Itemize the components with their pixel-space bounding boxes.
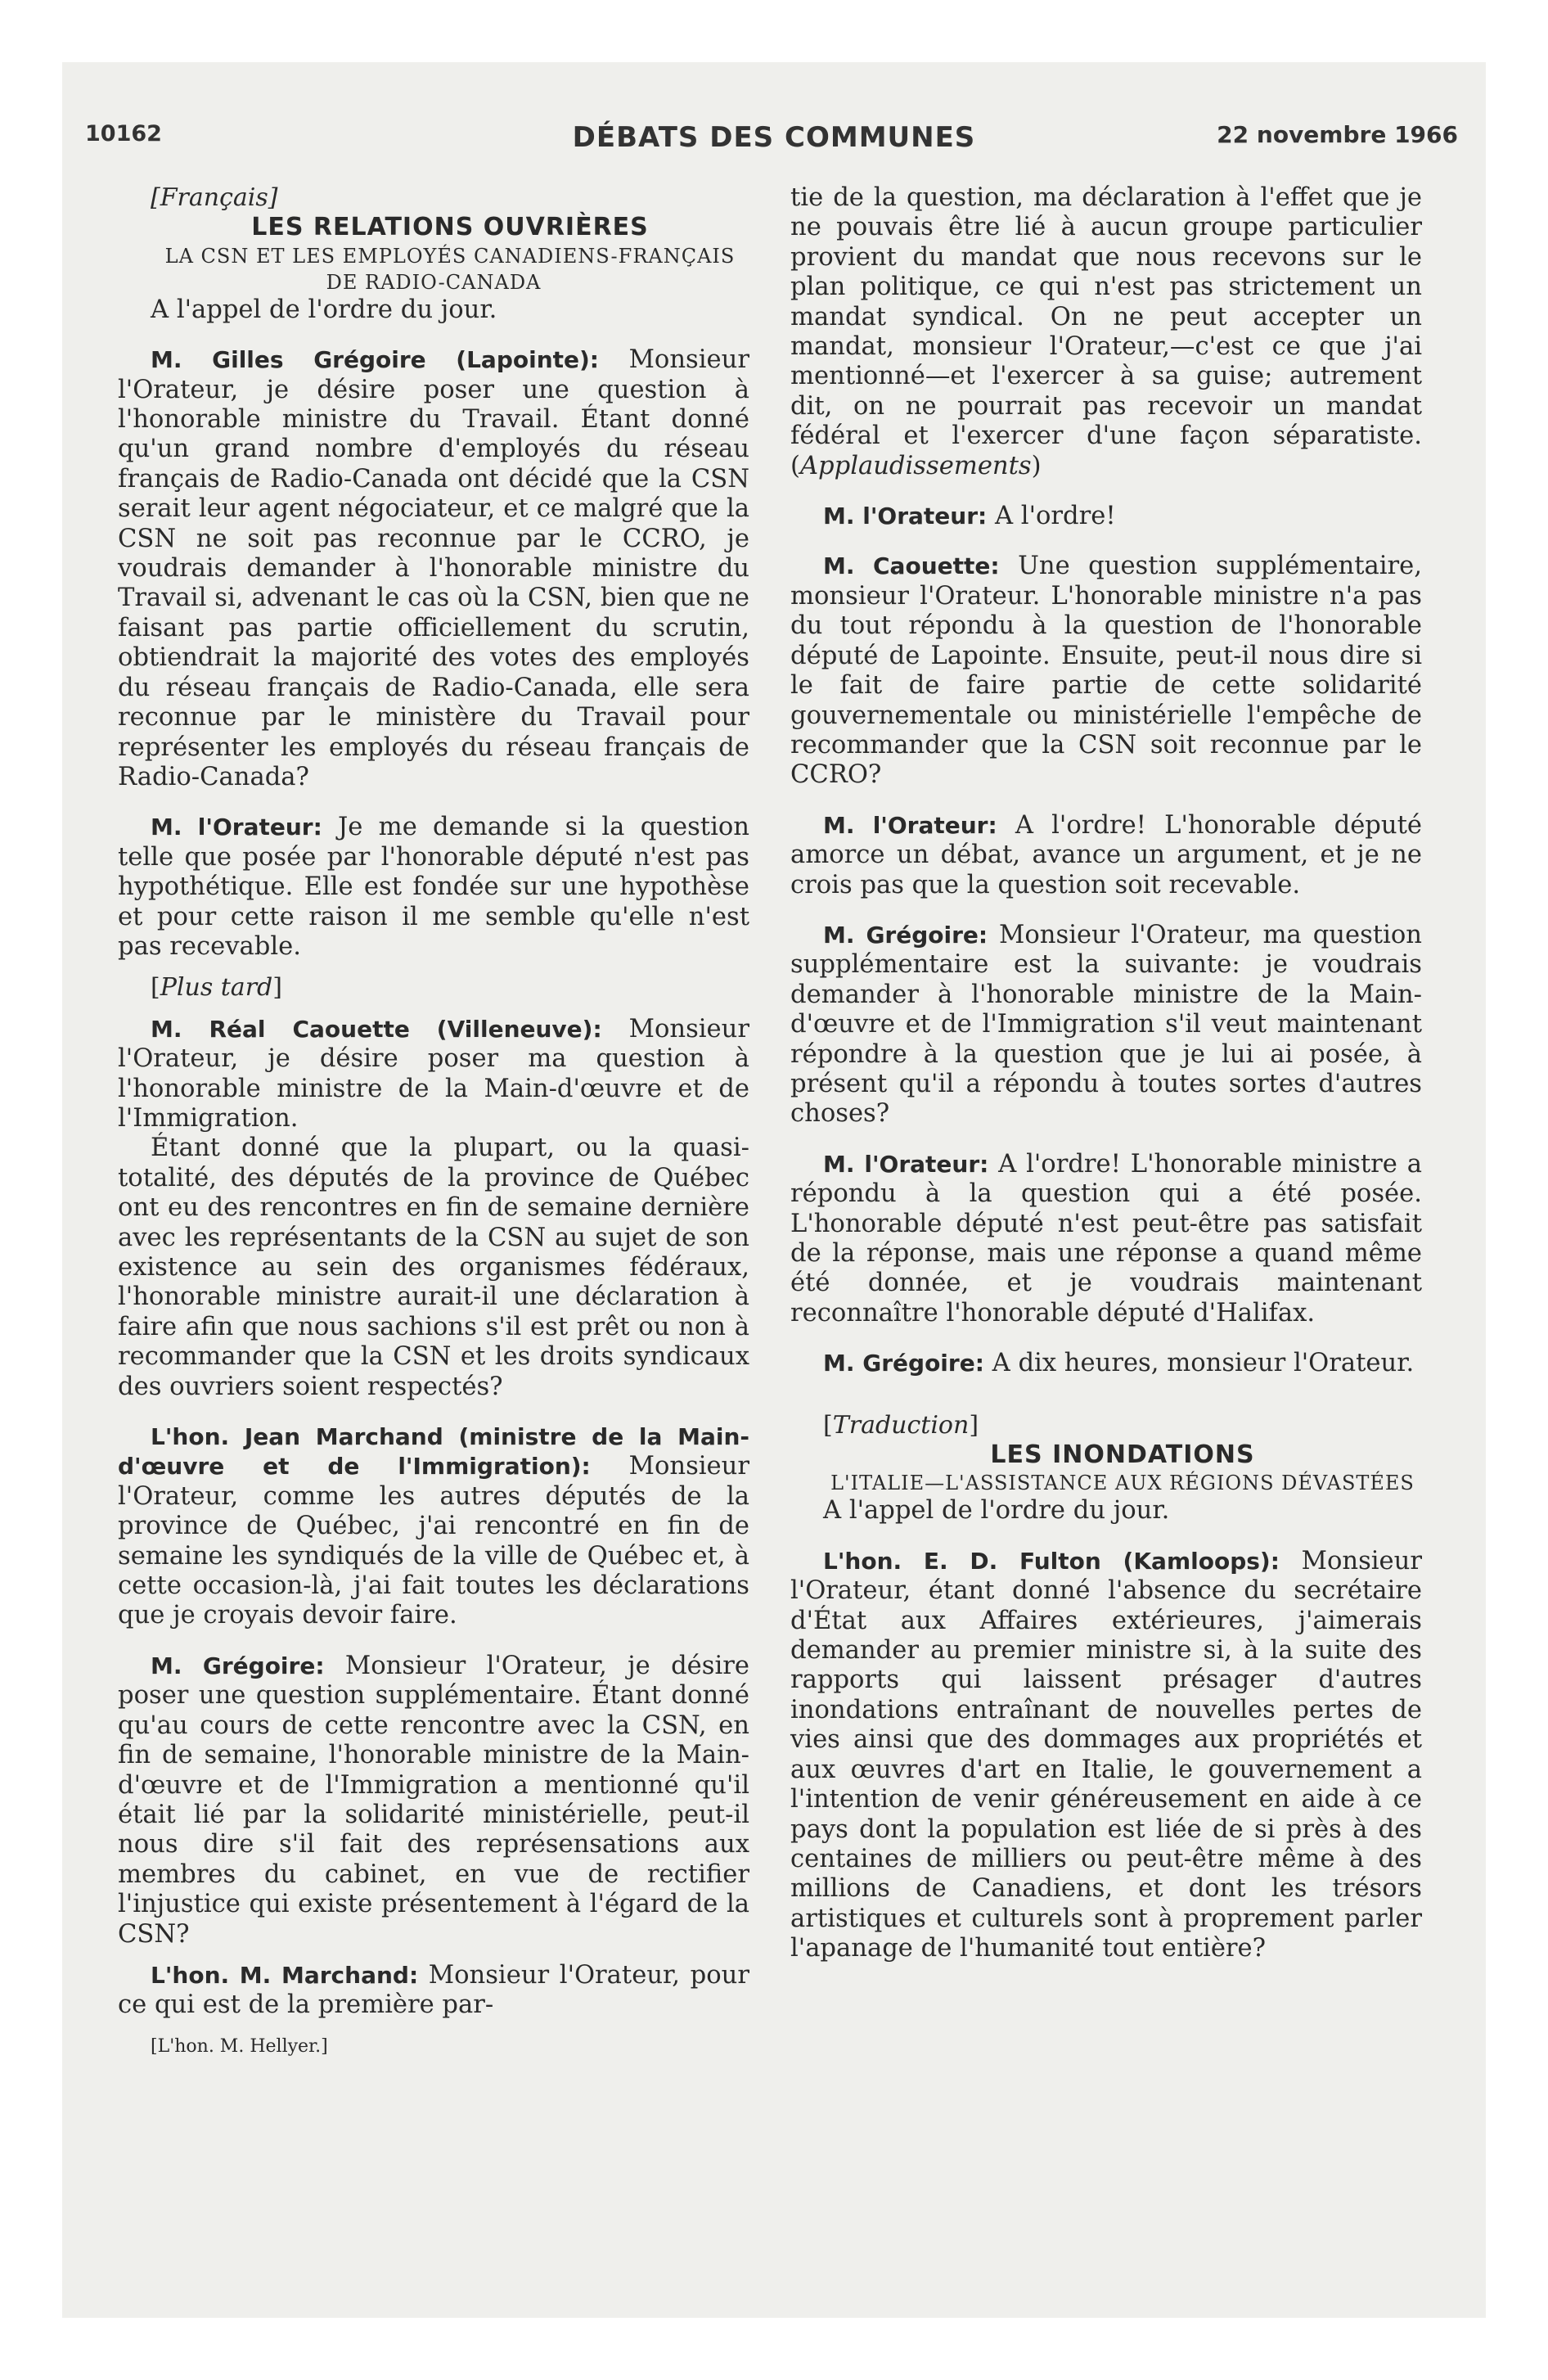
speech xyxy=(790,811,1422,900)
page-number: 10162 xyxy=(85,121,162,146)
speech xyxy=(790,1547,1422,1964)
speaker-name: M. l'Orateur: xyxy=(823,1150,989,1178)
speech-text: Une question supplémentaire, monsieur l'Orateur. L'honorable ministre n'a pas du tout répondu à la question de l'honorable député de Lapointe. Ensuite, peut-il nous dire si le fait de faire partie de cette solidarité gouvernementale ou ministérielle l'empêche de recommander que la CSN soit reconnue par le CCRO? xyxy=(790,552,1422,790)
speech xyxy=(118,813,749,962)
speech-text: Monsieur l'Orateur, je désire poser ma question à l'honorable ministre de la Main-d'œuvre et de l'Immigration. xyxy=(118,1014,749,1133)
timing-tag: [Plus tard] xyxy=(151,973,282,1003)
speech-text: A dix heures, monsieur l'Orateur. xyxy=(992,1349,1415,1378)
page-date: 22 novembre 1966 xyxy=(1217,121,1458,148)
section-heading: LES RELATIONS OUVRIÈRES xyxy=(251,213,649,242)
speech xyxy=(790,552,1422,790)
speech-text: A l'ordre! L'honorable député amorce un débat, avance un argument, et je ne crois pas que la question soit recevable. xyxy=(790,810,1422,899)
speech-text: Monsieur l'Orateur, ma question supplémentaire est la suivante: je voudrais demander à l'honorable ministre de la Main-d'œuvre et de l'Immigration s'il veut maintenant répondre à la question que je lui ai posée, à présent qu'il a répondu à toutes sortes d'autres choses? xyxy=(790,920,1422,1129)
speech xyxy=(118,1422,749,1631)
document-page xyxy=(62,62,1486,2318)
speech-text: Monsieur l'Orateur, comme les autres députés de la province de Québec, j'ai rencontré en fin de semaine les syndiqués de la ville de Québec et, à cette occasion-là, j'ai fait toutes les déclarations que je croyais devoir faire. xyxy=(118,1452,749,1630)
speech-text: A l'ordre! L'honorable ministre a répondu à la question qui a été posée. L'honorable député n'est peut-être pas satisfait de la réponse, mais une réponse a quand même été donnée, et je voudrais maintenant reconnaître l'honorable député d'Halifax. xyxy=(790,1149,1422,1327)
speech-text: Monsieur l'Orateur, je désire poser une question à l'honorable ministre du Travail. Étant donné qu'un grand nombre d'employés du réseau français de Radio-Canada ont décidé que la CSN serait leur agent négociateur, et ce malgré que la CSN ne soit pas reconnue par le CCRO, je voudrais demander à l'honorable ministre du Travail si, advenant le cas où la CSN, bien que ne faisant pas partie officiellement du scrutin, obtiendrait la majorité des votes des employés du réseau français de Radio-Canada, elle sera reconnue par le ministère du Travail pour représenter les employés du réseau français de Radio-Canada? xyxy=(118,345,749,791)
speaker-name: M. Grégoire: xyxy=(823,1350,984,1377)
speaker-name: M. Grégoire: xyxy=(151,1652,325,1679)
speaker-name: M. l'Orateur: xyxy=(823,811,997,839)
paragraph: A l'appel de l'ordre du jour. xyxy=(151,295,497,324)
speech xyxy=(118,345,749,792)
speaker-name: M. Gilles Grégoire (Lapointe): xyxy=(151,346,599,374)
speech xyxy=(790,1150,1422,1328)
right-column xyxy=(790,183,1422,1964)
speaker-name: L'hon. E. D. Fulton (Kamloops): xyxy=(823,1547,1280,1575)
paragraph: Étant donné que la plupart, ou la quasi-totalité, des députés de la province de Québec ont eu des rencontres en fin de semaine dernière avec les représentants de la CSN au sujet de son existence au sein des organismes fédéraux, l'honorable ministre aurait-il une déclaration à faire afin que nous sachions s'il est prêt ou non à recommander que la CSN et les droits syndicaux des ouvriers soient respectés? xyxy=(118,1134,749,1401)
left-column xyxy=(118,183,749,2062)
language-tag: [Français] xyxy=(151,183,278,212)
speech-text: Monsieur l'Orateur, étant donné l'absence du secrétaire d'État aux Affaires extérieures, j'aimerais demander au premier ministre si, à la suite des rapports qui laissent présager d'autres inondations entraînant de nouvelles pertes de vies ainsi que des dommages aux propriétés et aux œuvres d'art en Italie, le gouvernement a l'intention de venir généreusement en aide à ce pays dont la population est liée de si près à des centaines de milliers ou peut-être même à des millions de Canadiens, et dont les trésors artistiques et culturels sont à proprement parler l'apanage de l'humanité tout entière? xyxy=(790,1546,1422,1963)
speaker-name: L'hon. Jean Marchand (ministre de la Main-d'œuvre et de l'Immigration): xyxy=(118,1423,749,1481)
paragraph: A l'appel de l'ordre du jour. xyxy=(823,1496,1170,1526)
language-tag: [Traduction] xyxy=(823,1410,979,1440)
speaker-name: M. Caouette: xyxy=(823,552,1000,580)
speech xyxy=(790,1349,1422,1378)
speech xyxy=(118,1961,749,2021)
paragraph-continued: tie de la question, ma déclaration à l'effet que je ne pouvais être lié à aucun groupe particulier provient du mandat que nous recevons sur le plan politique, ce qui n'est pas strictement un mandat syndical. On ne peut accepter un mandat, monsieur l'Orateur,—c'est ce que j'ai mentionné—et l'exercer à sa guise; autrement dit, on ne pourrait pas recevoir un mandat fédéral et l'exercer d'une façon séparatiste. (Applaudissements) xyxy=(790,183,1422,480)
section-subheading: LA CSN ET LES EMPLOYÉS CANADIENS-FRANÇAIS DE RADIO-CANADA xyxy=(164,244,736,294)
speaker-name: L'hon. M. Marchand: xyxy=(151,1961,419,1989)
speaker-name: M. Grégoire: xyxy=(823,921,988,949)
page-footer-note: [L'hon. M. Hellyer.] xyxy=(151,2035,328,2057)
speaker-name: M. l'Orateur: xyxy=(151,814,322,841)
applause-note: Applaudissements xyxy=(799,451,1032,480)
running-title: DÉBATS DES COMMUNES xyxy=(572,121,976,154)
speech-text: Monsieur l'Orateur, pour ce qui est de la première par- xyxy=(118,1960,749,2020)
speech xyxy=(790,502,1422,531)
page-header xyxy=(62,121,1486,157)
section-heading: LES INONDATIONS xyxy=(990,1440,1255,1470)
speech-text: Monsieur l'Orateur, je désire poser une question supplémentaire. Étant donné qu'au cours de cette rencontre avec la CSN, en fin de semaine, l'honorable ministre de la Main-d'œuvre et de l'Immigration a mentionné qu'il était lié par la solidarité ministérielle, peut-il nous dire s'il fait des représensations aux membres du cabinet, en vue de rectifier l'injustice qui existe présentement à l'égard de la CSN? xyxy=(118,1651,749,1949)
speaker-name: M. l'Orateur: xyxy=(823,503,988,530)
section-subheading: L'ITALIE—L'ASSISTANCE AUX RÉGIONS DÉVASTÉES xyxy=(830,1472,1415,1495)
speech xyxy=(790,921,1422,1129)
speech-text: Je me demande si la question telle que posée par l'honorable député n'est pas hypothétique. Elle est fondée sur une hypothèse et pour cette raison il me semble qu'elle n'est pas recevable. xyxy=(118,813,749,961)
speech xyxy=(118,1652,749,1950)
speech-text: A l'ordre! xyxy=(994,502,1116,531)
speech xyxy=(118,1015,749,1134)
speaker-name: M. Réal Caouette (Villeneuve): xyxy=(151,1015,602,1043)
